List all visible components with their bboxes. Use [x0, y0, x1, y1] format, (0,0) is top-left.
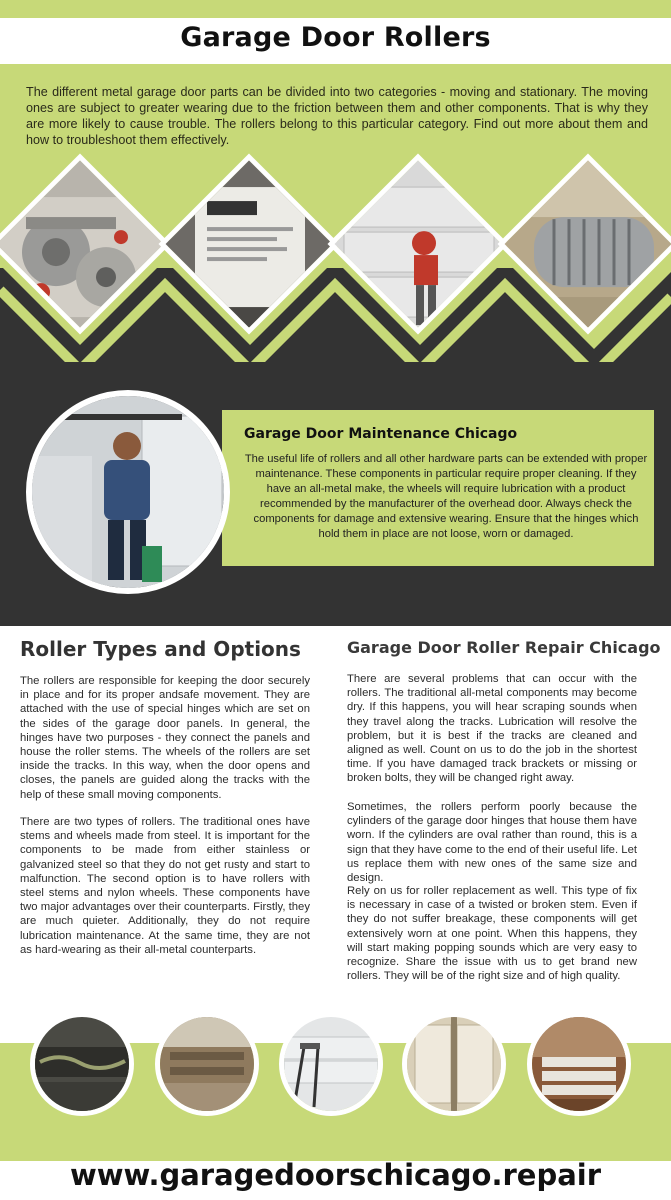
roller-types-paragraph-2: There are two types of rollers. The traditional ones have stems and wheels made from steel. It is important for the components to be made from either stainless or galvanized steel so that they do not get rusty and start to malfunction. The second option is to have rollers with steel stems and nylon wheels. These components have two major advantages over their counterparts. Firstly, they are much quieter. Additionally, they do not require lubrication maintenance. At the same time, they are not as hard-wearing as their all-metal counterparts.: [20, 816, 310, 956]
photo-warehouse-stock: [527, 1012, 631, 1116]
roller-repair-paragraph-2: Sometimes, the rollers perform poorly because the cylinders of the garage door hinges that house them have worn. If the cylinders are oval rather than round, this is a sign that they have come to the end of their useful life. Let us replace them with new ones of the same size and design.: [347, 801, 637, 885]
photo-technician-circle: [26, 390, 230, 594]
roller-repair-paragraph-3: Rely on us for roller replacement as well. This type of fix is necessary in case of a twisted or broken stem. Even if they do not suffer breakage, these components will get extensively worn at one point. When this happens, they will start making popping sounds which are very easy to recognize. Share the issue with us to get brand new rollers. They will be of the right size and of high quality.: [347, 885, 637, 983]
intro-paragraph: The different metal garage door parts can be divided into two categories - moving and stationary. The moving ones are subject to greater wearing due to the friction between them and other components. That is why they are more likely to cause trouble. The rollers belong to this particular category. Find out more about them and how to troubleshoot them effectively.: [26, 85, 648, 147]
roller-types-paragraph-1: The rollers are responsible for keeping the door securely in place and for its proper andsafe movement. They are attached with the use of special hinges which are set on the sides of the garage door panels. In general, the hinges have two purposes - they connect the panels and house the roller stems. The wheels of the rollers are set inside the tracks. In this way, when the door opens and closes, the panels are guided along the tracks with the help of these small moving components.: [20, 675, 310, 801]
photo-ladder-door: [279, 1012, 383, 1116]
roller-types-heading: Roller Types and Options: [20, 637, 301, 661]
photo-garage-interior: [155, 1012, 259, 1116]
maintenance-heading: Garage Door Maintenance Chicago: [244, 426, 518, 442]
photo-door-panels: [402, 1012, 506, 1116]
maintenance-text: The useful life of rollers and all other hardware parts can be extended with proper maintenance. These components in particular require proper cleaning. If they have an all-metal make, the wheels will require lubrication with a product recommended by the manufacturer of the overhead door. Always check the components for damage and extensive wearing. Ensure that the hinges which hold them in place are not loose, worn or damaged.: [244, 453, 648, 540]
photo-roller-closeup: [30, 1012, 134, 1116]
roller-repair-paragraph-1: There are several problems that can occur with the rollers. The traditional all-metal components may become dry. If this happens, you will hear scraping sounds when they travel along the tracks. Lubrication will resolve the problem, but it is best if the tracks are cleaned and aligned as well. Count on us to do the job in the shortest time. If you have damaged track brackets or missing or broken bolts, they will be changed right away.: [347, 673, 637, 785]
page-title: Garage Door Rollers: [180, 22, 491, 53]
footer-website[interactable]: www.garagedoorschicago.repair: [69, 1158, 602, 1192]
roller-repair-heading: Garage Door Roller Repair Chicago: [347, 638, 661, 657]
